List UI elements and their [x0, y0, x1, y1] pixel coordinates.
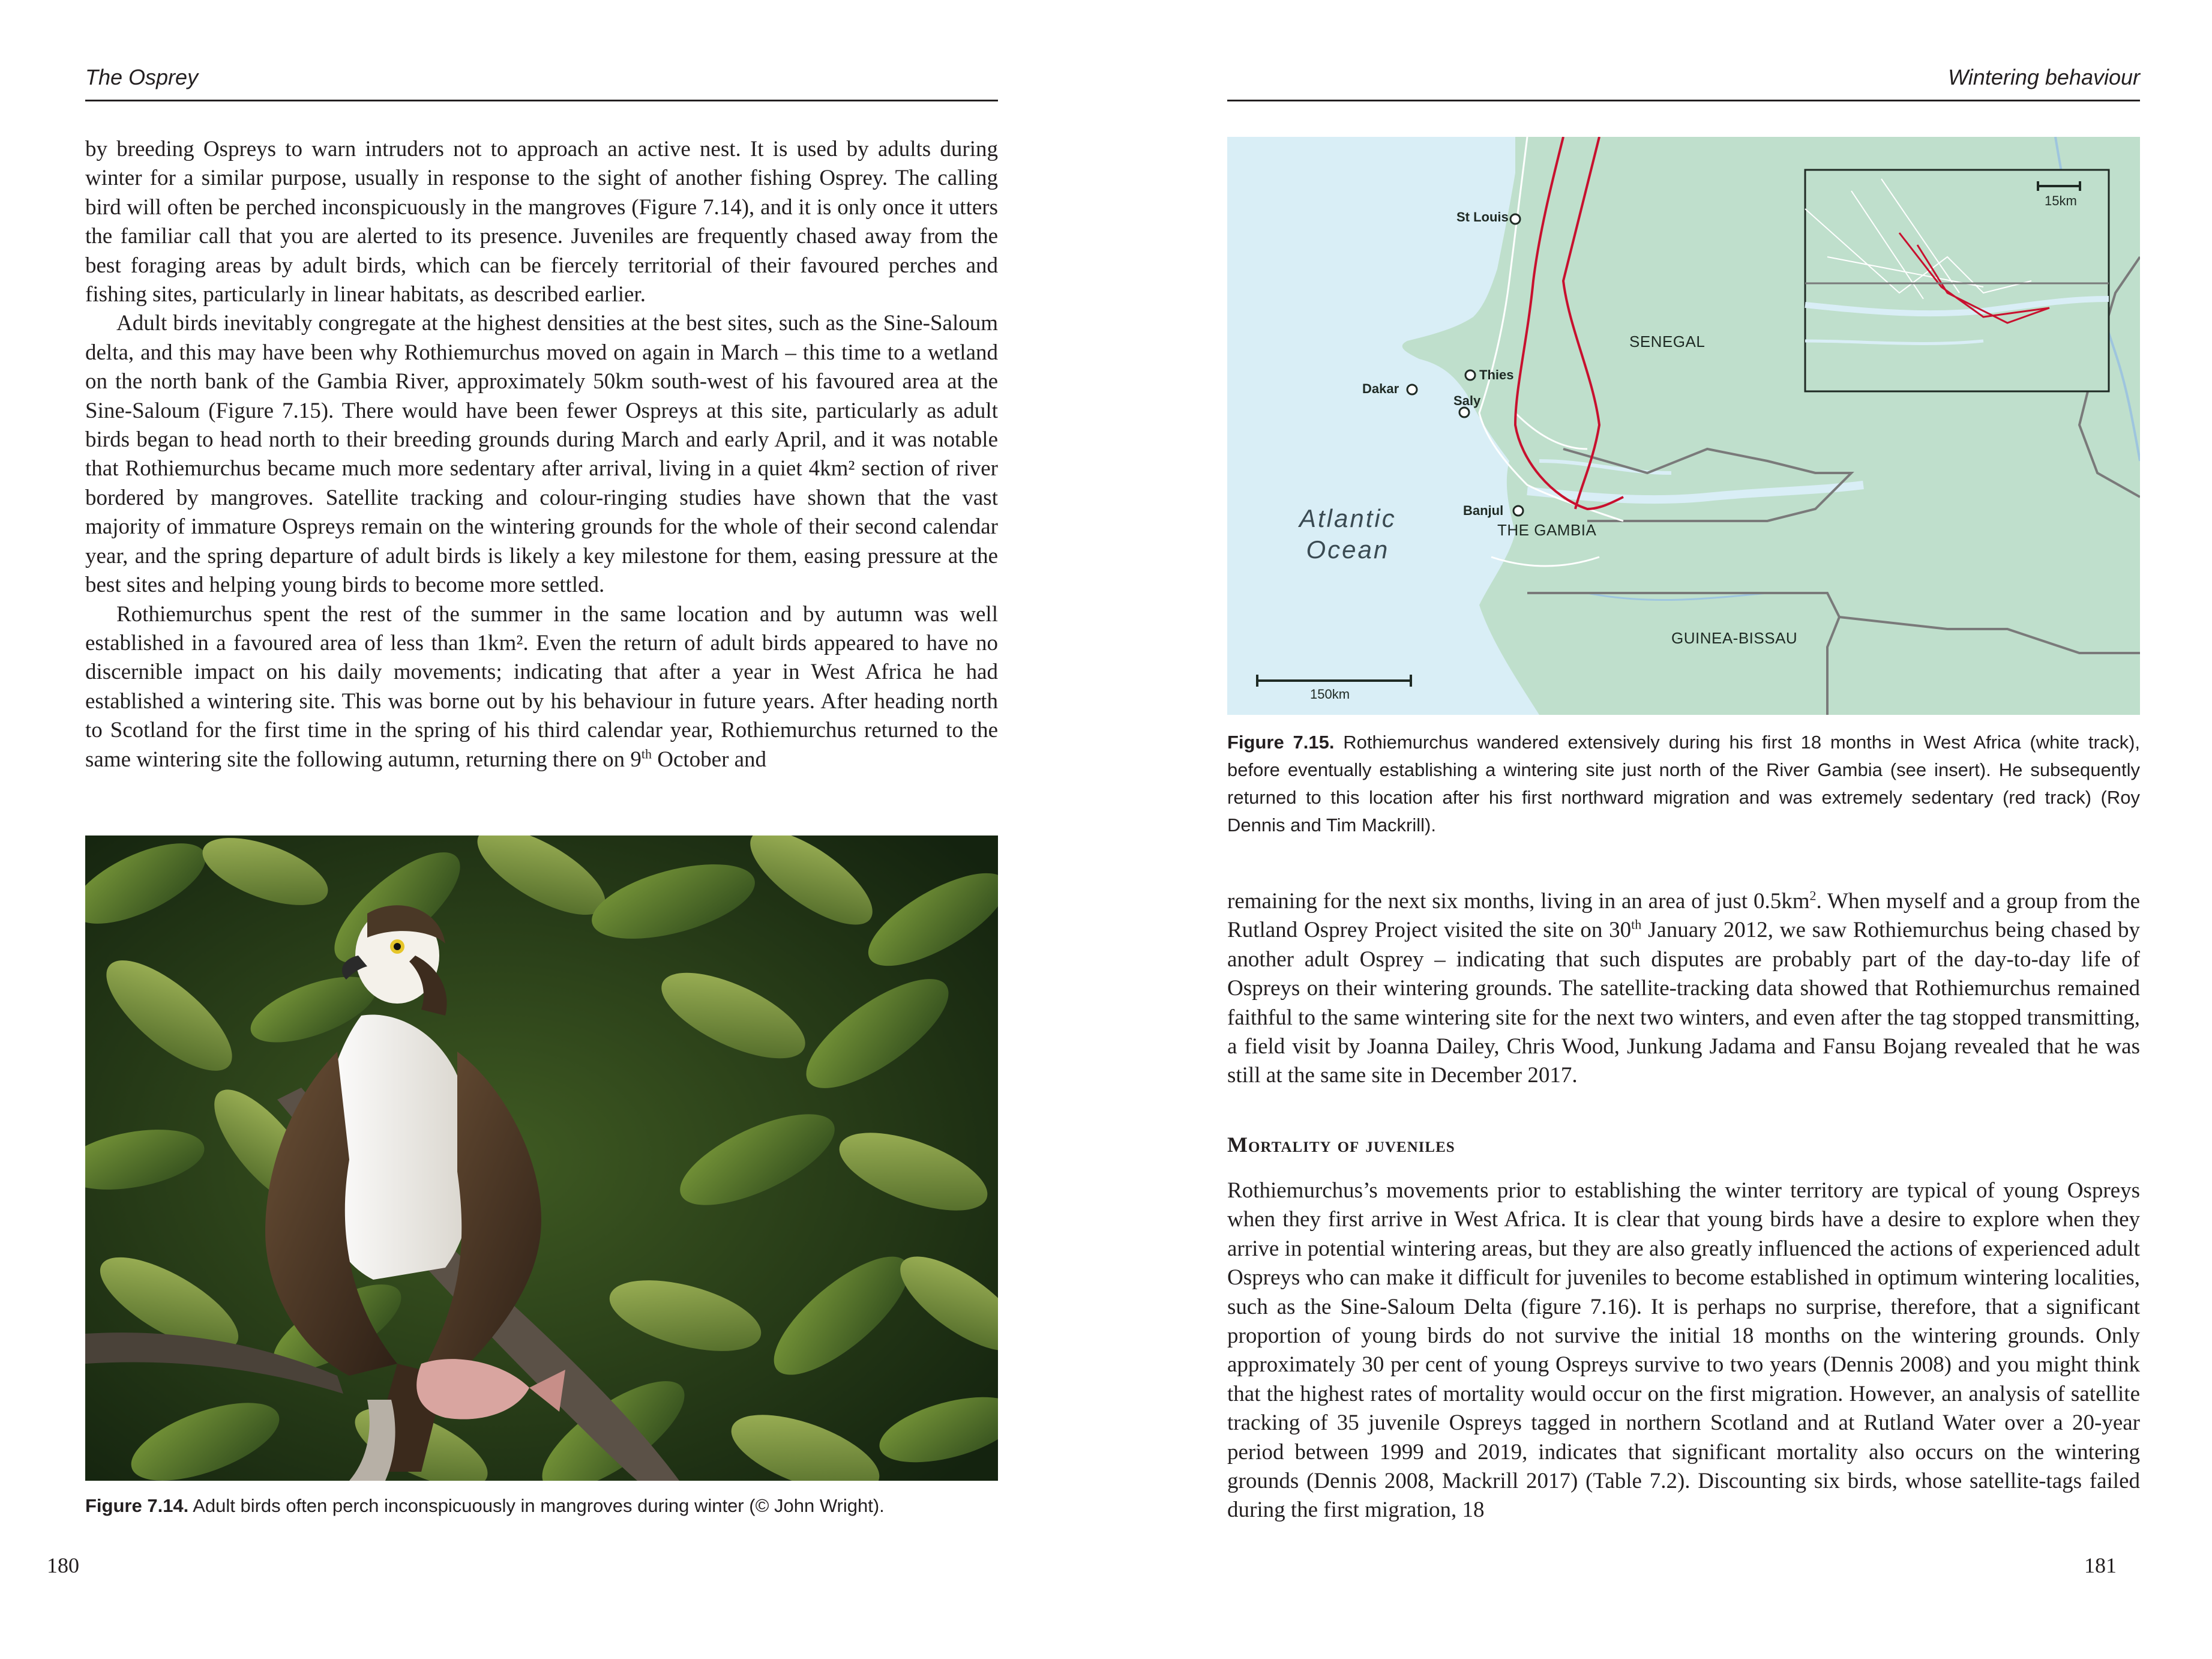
figure-label: Figure 7.14.: [85, 1495, 189, 1516]
page-number-right: 181: [2084, 1553, 2117, 1577]
figure-7-15-caption: [1227, 729, 2140, 839]
superscript: th: [641, 746, 652, 762]
section-heading: Mortality of juveniles: [1227, 1133, 1455, 1157]
running-head-left: The Osprey: [85, 60, 998, 101]
right-body-text-2: [1227, 1176, 2140, 1525]
right-body-text-1: [1227, 887, 2140, 1091]
city-label-st-louis: St Louis: [1456, 209, 1509, 224]
left-body-text: [85, 135, 998, 774]
marker-banjul: [1513, 506, 1523, 516]
caption-text: Rothiemurchus wandered extensively during his first 18 months in West Africa (white track), before eventually establishing a wintering site just north of the River Gambia (see insert). He subsequently returned to this location after his first northward migration and was extremely sedentary (red track) (Roy Dennis and Tim Mackrill).: [1227, 732, 2141, 836]
paragraph-text: October and: [651, 747, 767, 772]
superscript: 2: [1809, 888, 1817, 903]
ocean-label: [1299, 503, 1396, 565]
map-graphic: [1227, 137, 2140, 715]
marker-dakar: [1407, 385, 1417, 394]
country-label-guinea-bissau: GUINEA-BISSAU: [1671, 629, 1798, 647]
figure-7-15-map: [1227, 137, 2140, 715]
paragraph: [1227, 887, 2140, 1091]
paragraph-text: January 2012, we saw Rothiemurchus being chased by another adult Osprey – indicating that such disputes are probably part of the day-to-day life of Ospreys on their wintering grounds. The satellite-tracking data showed that Rothiemurchus remained faithful to the same wintering site for the next two winters, and even after the tag stopped transmitting, a field visit by Joanna Dailey, Chris Wood, Junkung Jadama and Fansu Bojang revealed that he was still at the same site in December 2017.: [1227, 918, 2140, 1088]
city-label-dakar: Dakar: [1362, 381, 1399, 396]
osprey-photo: [85, 836, 998, 1481]
ocean-label-line-2: Ocean: [1306, 535, 1390, 564]
marker-thies: [1465, 370, 1475, 380]
city-label-banjul: Banjul: [1463, 503, 1504, 518]
inset-scale-label: 15km: [2045, 193, 2077, 208]
paragraph-text: Rothiemurchus spent the rest of the summer in the same location and by autumn was well established in a favoured area of less than 1km². Even the return of adult birds appeared to have no discernible impact on his daily movements; indicating that after a year in West Africa he had established a wintering site. This was borne out by his behaviour in future years. After heading north to Scotland for the first time in the spring of his third calendar year, Rothiemurchus returned to the same wintering site the following autumn, returning there on 9: [85, 601, 998, 772]
city-label-thies: Thies: [1479, 367, 1514, 382]
paragraph: Adult birds inevitably congregate at the highest densities at the best sites, such as the Sine-Saloum delta, and this may have been why Rothiemurchus moved on again in March – this time to a wetland on the north bank of the Gambia River, approximately 50km south-west of his favoured area at the Sine-Saloum (Figure 7.15). There would have been fewer Ospreys at this site, particularly as adult birds began to head north to their breeding grounds during March and early April, and it was notable that Rothiemurchus became much more sedentary after arrival, living in a quiet 4km² section of river bordered by mangroves. Satellite tracking and colour-ringing studies have shown that the vast majority of immature Ospreys remain on the wintering grounds for the whole of their second calendar year, and the spring departure of adult birds is likely a key milestone for them, easing pressure at the best sites and helping young birds to become more settled.: [85, 311, 998, 598]
figure-7-14-caption: [85, 1492, 998, 1520]
paragraph: Rothiemurchus’s movements prior to establishing the winter territory are typical of young Ospreys when they first arrive in West Africa. It is clear that young birds have a desire to explore when they arrive in potential wintering areas, but they are also greatly influenced the actions of experienced adult Ospreys who can make it difficult for juveniles to become established in optimum wintering localities, such as the Sine-Saloum Delta (figure 7.16). It is perhaps no surprise, therefore, that a significant proportion of young birds do not survive the initial 18 months on the wintering grounds. Only approximately 30 per cent of young Ospreys survive to two years (Dennis 2008) and you might think that the highest rates of mortality would occur on the first migration. However, an analysis of satellite tracking of 35 juvenile Ospreys tagged in northern Scotland and at Rutland Water over a 20-year period between 1999 and 2019, indicates that significant mortality also occurs on the wintering grounds (Dennis 2008, Mackrill 2017) (Table 7.2). Discounting six birds, whose satellite-tags failed during the first migration, 18: [1227, 1178, 2140, 1523]
paragraph-text: remaining for the next six months, living in an area of just 0.5km: [1227, 889, 1810, 914]
country-label-the-gambia: THE GAMBIA: [1497, 521, 1597, 539]
paragraph: [85, 600, 998, 774]
scale-label: 150km: [1310, 687, 1350, 702]
paragraph: by breeding Ospreys to warn intruders not to approach an active nest. It is used by adults during winter for a similar purpose, usually in response to the sight of another fishing Osprey. The calling bird will often be perched inconspicuously in the mangroves (Figure 7.14), and it is only once it utters the familiar call that you are alerted to its presence. Juveniles are frequently chased away from the best foraging areas by adult birds, which can be fiercely territorial of their favoured perches and fishing sites, particularly in linear habitats, as described earlier.: [85, 137, 998, 307]
superscript: th: [1631, 917, 1642, 933]
running-head-right: Wintering behaviour: [1227, 60, 2140, 101]
ocean-label-line-1: Atlantic: [1299, 504, 1396, 532]
marker-st-louis: [1510, 214, 1520, 224]
caption-text: Adult birds often perch inconspicuously in mangroves during winter (© John Wright).: [188, 1495, 885, 1516]
marker-saly: [1459, 408, 1469, 417]
country-label-senegal: SENEGAL: [1629, 333, 1706, 351]
figure-label: Figure 7.15.: [1227, 732, 1335, 753]
city-label-saly: Saly: [1453, 393, 1481, 408]
right-page: [1106, 0, 2212, 1659]
paragraph-text: . When myself and a group from the Rutland Osprey Project visited the site on 30: [1227, 889, 2140, 943]
osprey-photo-image: [85, 836, 998, 1481]
page-number-left: 180: [47, 1553, 79, 1577]
